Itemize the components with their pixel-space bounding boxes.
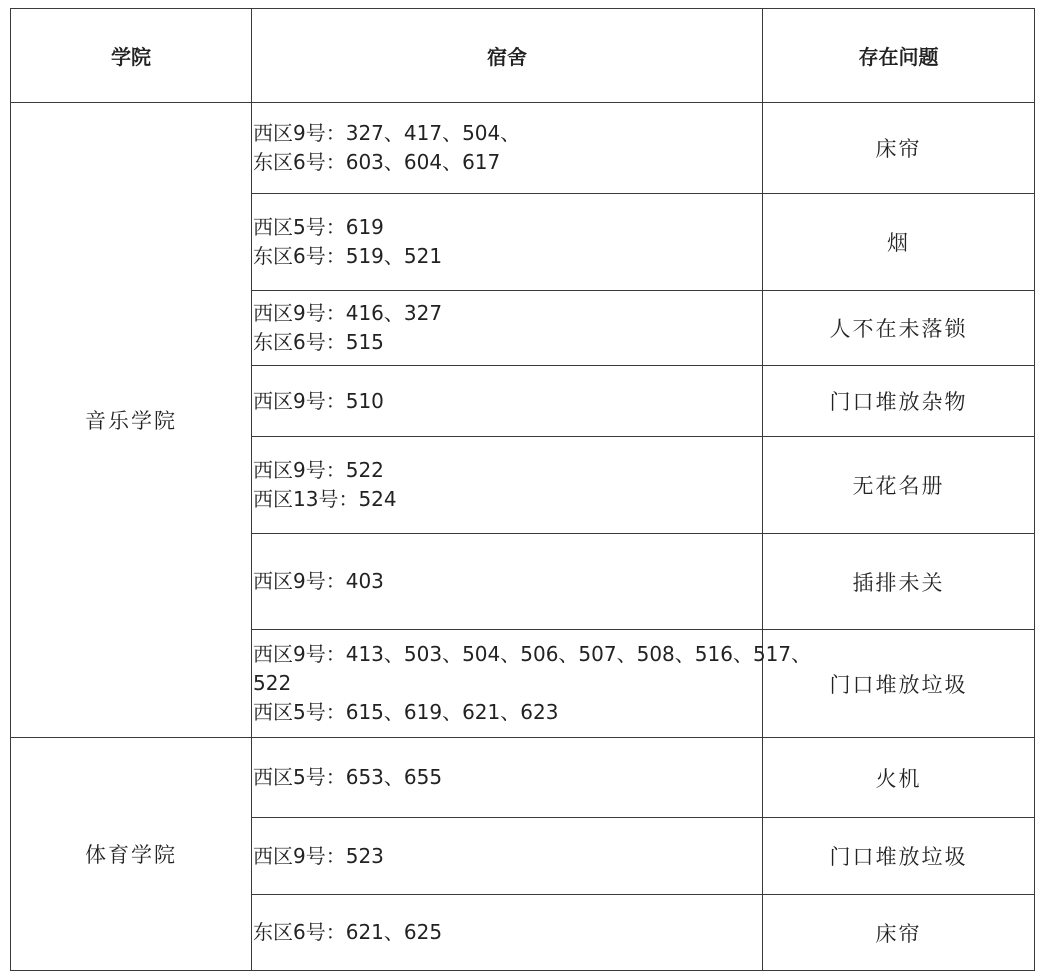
dorm-line: 东区6号：519、521: [253, 244, 443, 268]
issue-cell: 门口堆放杂物: [763, 366, 1035, 437]
dorm-line: 西区9号：522: [253, 458, 384, 482]
issue-cell: 无花名册: [763, 437, 1035, 534]
dorm-line: 东区6号：515: [253, 330, 384, 354]
dorm-line: 西区5号：653、655: [253, 765, 443, 789]
issue-cell: 人不在未落锁: [763, 291, 1035, 366]
dorm-line: 西区9号：416、327: [253, 301, 443, 325]
dorm-line: 西区9号：523: [253, 843, 384, 868]
issue-cell: 床帘: [763, 103, 1035, 194]
dorm-cell: [252, 103, 763, 194]
header-row: [11, 9, 1035, 103]
dorm-cell: [252, 738, 763, 818]
dorm-line: 西区13号：524: [253, 487, 397, 511]
dorm-line: 西区5号：615、619、621、623: [253, 700, 559, 724]
dorm-cell: [252, 534, 763, 630]
dorm-line: 西区9号：327、417、504、: [253, 121, 521, 145]
table-row: [11, 103, 1035, 194]
college-cell-sports: 体育学院: [11, 738, 252, 971]
dorm-cell: [252, 194, 763, 291]
issue-cell: 门口堆放垃圾: [763, 818, 1035, 895]
dorm-cell: [252, 818, 763, 895]
inspection-table: [10, 8, 1035, 971]
header-issue: 存在问题: [763, 9, 1035, 103]
dorm-line: 东区6号：621、625: [253, 920, 443, 944]
table-row: [11, 738, 1035, 818]
issue-cell: 烟: [763, 194, 1035, 291]
dorm-line: 西区9号：510: [253, 388, 384, 413]
issue-cell: 门口堆放垃圾: [763, 630, 1035, 738]
college-cell-music: 音乐学院: [11, 103, 252, 738]
dorm-line: 西区5号：619: [253, 215, 384, 239]
dorm-line: 东区6号：603、604、617: [253, 150, 501, 174]
dorm-cell: [252, 630, 812, 738]
dorm-cell: [252, 437, 763, 534]
header-college: 学院: [11, 9, 252, 103]
dorm-line: 522: [253, 671, 292, 695]
dorm-cell: [252, 291, 763, 366]
issue-cell: 火机: [763, 738, 1035, 818]
dorm-cell: [252, 895, 763, 971]
header-dorm: 宿舍: [252, 9, 763, 103]
dorm-line: 西区9号：403: [253, 569, 384, 593]
dorm-line: 西区9号：413、503、504、506、507、508、516、517、: [253, 642, 812, 666]
issue-cell: 插排未关: [763, 534, 1035, 630]
issue-cell: 床帘: [763, 895, 1035, 971]
dorm-cell: [252, 366, 763, 437]
